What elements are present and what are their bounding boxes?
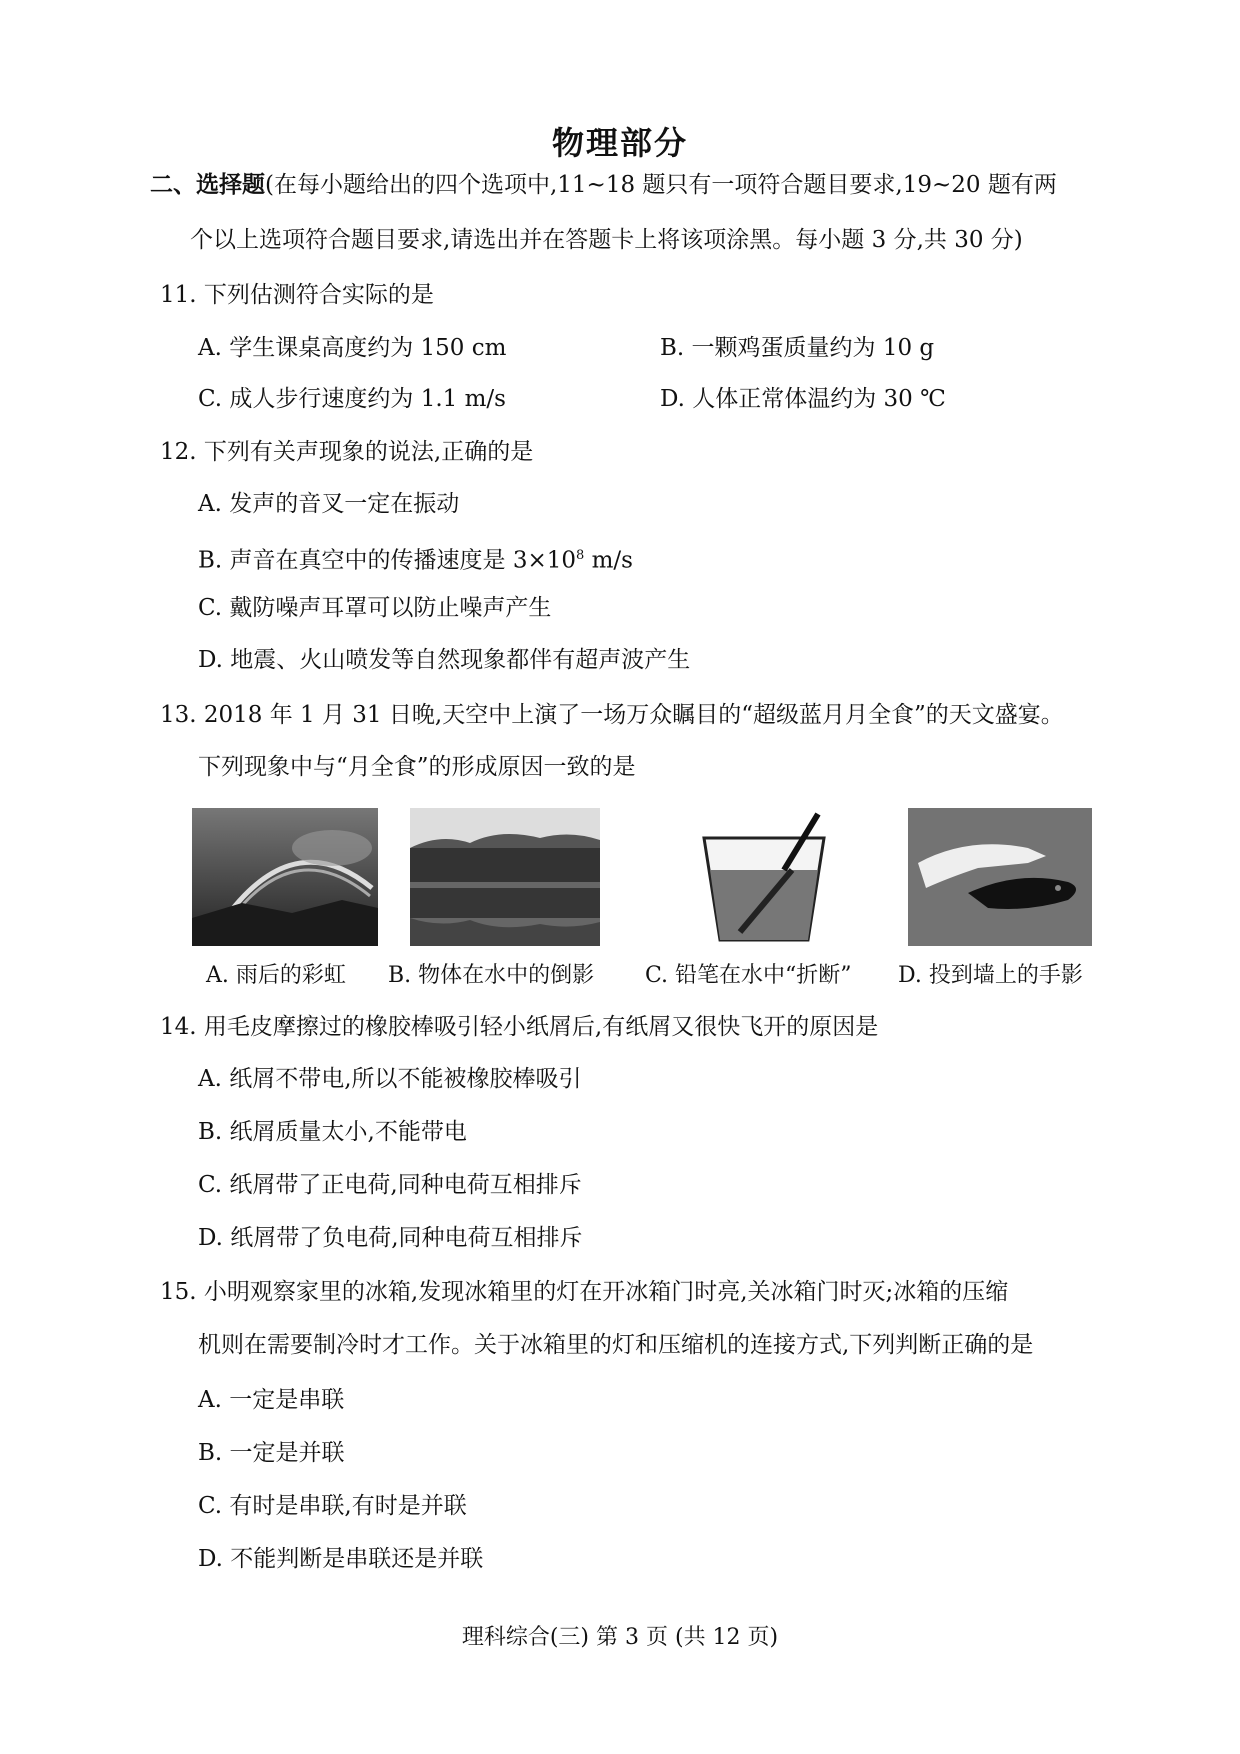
question-15-option-d: D. 不能判断是串联还是并联 — [198, 1546, 484, 1572]
question-12-option-b-text: B. 声音在真空中的传播速度是 3×10 — [198, 547, 577, 574]
page-title: 物理部分 — [551, 124, 688, 162]
question-15-option-c: C. 有时是串联,有时是并联 — [198, 1493, 467, 1519]
reflection-image — [410, 808, 600, 946]
question-12-option-c: C. 戴防噪声耳罩可以防止噪声产生 — [198, 595, 552, 621]
question-12-stem: 12. 下列有关声现象的说法,正确的是 — [160, 439, 534, 465]
pencil-in-water-image — [700, 808, 828, 946]
question-12-option-b — [198, 541, 633, 576]
question-11-stem: 11. 下列估测符合实际的是 — [160, 282, 434, 308]
question-15-stem-line2: 机则在需要制冷时才工作。关于冰箱里的灯和压缩机的连接方式,下列判断正确的是 — [198, 1332, 1034, 1358]
question-12-option-b-exponent: 8 — [576, 548, 585, 563]
rainbow-image — [192, 808, 378, 946]
question-13-option-d: D. 投到墙上的手影 — [898, 963, 1083, 988]
question-13-option-c: C. 铅笔在水中“折断” — [645, 963, 852, 988]
question-14-option-b: B. 纸屑质量太小,不能带电 — [198, 1119, 467, 1145]
question-15-option-b: B. 一定是并联 — [198, 1440, 345, 1466]
hand-shadow-image — [908, 808, 1092, 946]
question-11-option-a: A. 学生课桌高度约为 150 cm — [198, 335, 507, 361]
section-heading: 二、选择题 — [150, 171, 265, 198]
question-13-stem-line2: 下列现象中与“月全食”的形成原因一致的是 — [198, 754, 636, 780]
question-13-option-a: A. 雨后的彩虹 — [206, 963, 346, 988]
question-14-stem: 14. 用毛皮摩擦过的橡胶棒吸引轻小纸屑后,有纸屑又很快飞开的原因是 — [160, 1014, 879, 1040]
question-14-option-a: A. 纸屑不带电,所以不能被橡胶棒吸引 — [198, 1066, 582, 1092]
section-instructions — [150, 170, 1057, 200]
question-14-option-d: D. 纸屑带了负电荷,同种电荷互相排斥 — [198, 1225, 583, 1251]
question-14-option-c: C. 纸屑带了正电荷,同种电荷互相排斥 — [198, 1172, 582, 1198]
question-15-option-a: A. 一定是串联 — [198, 1387, 345, 1413]
question-13-option-b: B. 物体在水中的倒影 — [388, 963, 595, 988]
question-12-option-d: D. 地震、火山喷发等自然现象都伴有超声波产生 — [198, 647, 691, 673]
question-13-stem-line1: 13. 2018 年 1 月 31 日晚,天空中上演了一场万众瞩目的“超级蓝月月全食”的天文盛宴。 — [160, 702, 1064, 728]
page-footer: 理科综合(三) 第 3 页 (共 12 页) — [461, 1625, 779, 1650]
section-instructions-line1: (在每小题给出的四个选项中,11~18 题只有一项符合题目要求,19~20 题有两 — [265, 172, 1057, 198]
question-11-option-d: D. 人体正常体温约为 30 ℃ — [660, 386, 946, 412]
question-11-option-b: B. 一颗鸡蛋质量约为 10 g — [660, 335, 935, 361]
question-12-option-a: A. 发声的音叉一定在振动 — [198, 491, 460, 517]
question-11-option-c: C. 成人步行速度约为 1.1 m/s — [198, 386, 506, 412]
question-15-stem-line1: 15. 小明观察家里的冰箱,发现冰箱里的灯在开冰箱门时亮,关冰箱门时灭;冰箱的压缩 — [160, 1279, 1009, 1305]
question-12-option-b-unit: m/s — [584, 547, 633, 574]
section-instructions-line2: 个以上选项符合题目要求,请选出并在答题卡上将该项涂黑。每小题 3 分,共 30 分) — [190, 227, 1023, 253]
